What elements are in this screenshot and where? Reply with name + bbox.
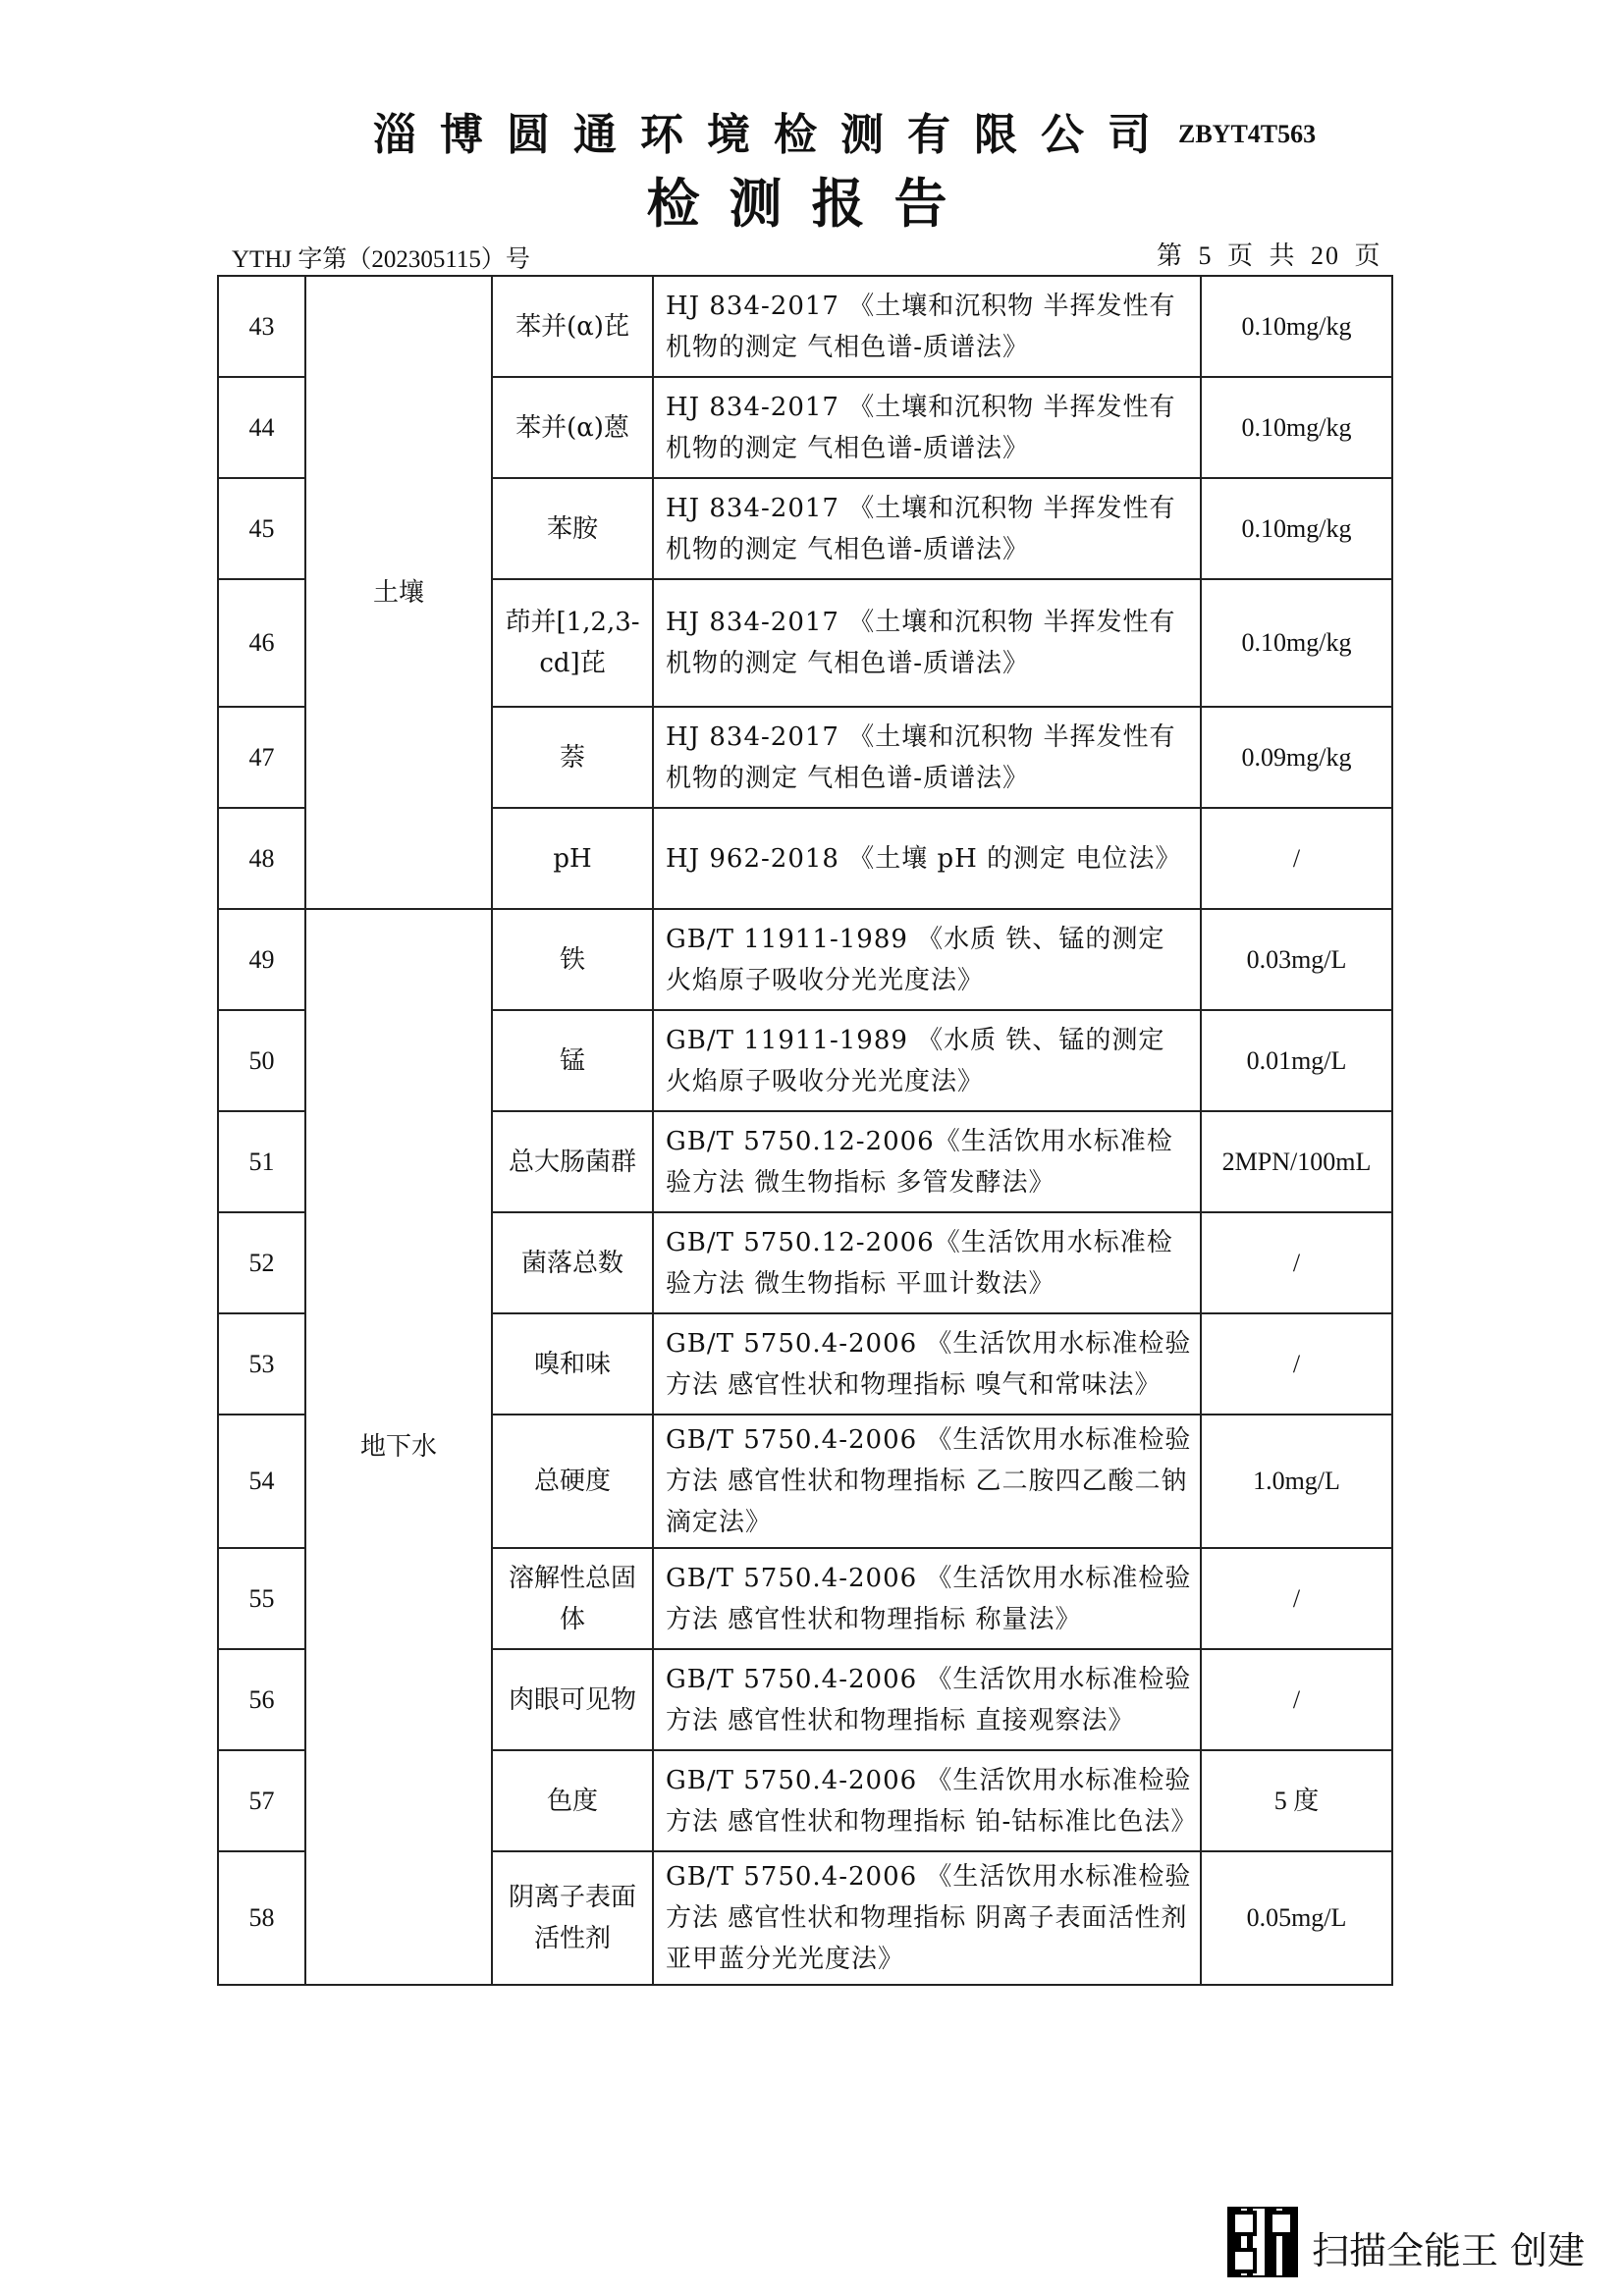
detection-limit: / — [1201, 1313, 1392, 1415]
group-groundwater: 地下水 — [305, 909, 492, 1985]
item-name: 苯并(α)蒽 — [492, 377, 653, 478]
detection-limit: / — [1201, 1548, 1392, 1649]
row-number: 56 — [218, 1649, 305, 1750]
test-standard: GB/T 11911-1989 《水质 铁、锰的测定 火焰原子吸收分光光度法》 — [653, 909, 1201, 1010]
company-name: 淄博圆通环境检测有限公司 — [373, 110, 1174, 160]
scanner-watermark-text: 扫描全能王 创建 — [1312, 2229, 1586, 2272]
item-name: 锰 — [492, 1010, 653, 1111]
test-standard: GB/T 5750.4-2006 《生活饮用水标准检验方法 感官性状和物理指标 铂-钴标准比色法》 — [653, 1750, 1201, 1851]
scanner-watermark — [1227, 2207, 1600, 2277]
row-number: 43 — [218, 276, 305, 377]
group-soil: 土壤 — [305, 276, 492, 909]
detection-limit: 0.01mg/L — [1201, 1010, 1392, 1111]
item-name: 苯胺 — [492, 478, 653, 579]
table-row — [218, 276, 1392, 377]
row-number: 58 — [218, 1851, 305, 1985]
test-standard: GB/T 5750.4-2006 《生活饮用水标准检验方法 感官性状和物理指标 直接观察法》 — [653, 1649, 1201, 1750]
detection-limit: / — [1201, 808, 1392, 909]
row-number: 45 — [218, 478, 305, 579]
row-number: 51 — [218, 1111, 305, 1212]
detection-limit: 5 度 — [1201, 1750, 1392, 1851]
test-standard: GB/T 5750.12-2006《生活饮用水标准检验方法 微生物指标 多管发酵法》 — [653, 1111, 1201, 1212]
row-number: 48 — [218, 808, 305, 909]
test-standard: HJ 834-2017 《土壤和沉积物 半挥发性有机物的测定 气相色谱-质谱法》 — [653, 478, 1201, 579]
item-name: pH — [492, 808, 653, 909]
detection-limit: 0.10mg/kg — [1201, 478, 1392, 579]
item-name: 总大肠菌群 — [492, 1111, 653, 1212]
item-name: 苯并(α)芘 — [492, 276, 653, 377]
row-number: 49 — [218, 909, 305, 1010]
detection-limit: / — [1201, 1212, 1392, 1313]
detection-limit: 0.05mg/L — [1201, 1851, 1392, 1985]
test-standard: HJ 834-2017 《土壤和沉积物 半挥发性有机物的测定 气相色谱-质谱法》 — [653, 377, 1201, 478]
row-number: 46 — [218, 579, 305, 707]
row-number: 47 — [218, 707, 305, 808]
item-name: 色度 — [492, 1750, 653, 1851]
row-number: 54 — [218, 1415, 305, 1548]
detection-limit: 0.10mg/kg — [1201, 377, 1392, 478]
test-standard: HJ 834-2017 《土壤和沉积物 半挥发性有机物的测定 气相色谱-质谱法》 — [653, 707, 1201, 808]
row-number: 53 — [218, 1313, 305, 1415]
test-standard: HJ 962-2018 《土壤 pH 的测定 电位法》 — [653, 808, 1201, 909]
row-number: 44 — [218, 377, 305, 478]
item-name: 铁 — [492, 909, 653, 1010]
row-number: 50 — [218, 1010, 305, 1111]
detection-limit: 2MPN/100mL — [1201, 1111, 1392, 1212]
report-reference: YTHJ 字第（202305115）号 — [232, 246, 530, 273]
item-name: 嗅和味 — [492, 1313, 653, 1415]
item-name: 菌落总数 — [492, 1212, 653, 1313]
test-standard: GB/T 5750.4-2006 《生活饮用水标准检验方法 感官性状和物理指标 阴离子表面活性剂亚甲蓝分光光度法》 — [653, 1851, 1201, 1985]
item-name: 溶解性总固体 — [492, 1548, 653, 1649]
test-standard: GB/T 5750.4-2006 《生活饮用水标准检验方法 感官性状和物理指标 嗅气和常味法》 — [653, 1313, 1201, 1415]
test-standard: HJ 834-2017 《土壤和沉积物 半挥发性有机物的测定 气相色谱-质谱法》 — [653, 276, 1201, 377]
qr-code-icon — [1227, 2207, 1298, 2277]
detection-limit: 0.10mg/kg — [1201, 579, 1392, 707]
row-number: 52 — [218, 1212, 305, 1313]
test-standard: GB/T 5750.4-2006 《生活饮用水标准检验方法 感官性状和物理指标 称量法》 — [653, 1548, 1201, 1649]
test-standard: GB/T 5750.4-2006 《生活饮用水标准检验方法 感官性状和物理指标 乙二胺四乙酸二钠滴定法》 — [653, 1415, 1201, 1548]
detection-limit: 0.10mg/kg — [1201, 276, 1392, 377]
test-standard: GB/T 11911-1989 《水质 铁、锰的测定 火焰原子吸收分光光度法》 — [653, 1010, 1201, 1111]
row-number: 57 — [218, 1750, 305, 1851]
page-info: 第 5 页 共 20 页 — [1157, 241, 1382, 270]
row-number: 55 — [218, 1548, 305, 1649]
test-standard: GB/T 5750.12-2006《生活饮用水标准检验方法 微生物指标 平皿计数法》 — [653, 1212, 1201, 1313]
document-code: ZBYT4T563 — [1178, 120, 1317, 148]
test-items-table — [217, 275, 1393, 1986]
item-name: 总硬度 — [492, 1415, 653, 1548]
detection-limit: / — [1201, 1649, 1392, 1750]
item-name: 茚并[1,2,3-cd]芘 — [492, 579, 653, 707]
test-standard: HJ 834-2017 《土壤和沉积物 半挥发性有机物的测定 气相色谱-质谱法》 — [653, 579, 1201, 707]
detection-limit: 0.09mg/kg — [1201, 707, 1392, 808]
page-title: 检测报告 — [646, 172, 977, 235]
table-row — [218, 909, 1392, 1010]
item-name: 肉眼可见物 — [492, 1649, 653, 1750]
detection-limit: 0.03mg/L — [1201, 909, 1392, 1010]
detection-limit: 1.0mg/L — [1201, 1415, 1392, 1548]
item-name: 萘 — [492, 707, 653, 808]
item-name: 阴离子表面活性剂 — [492, 1851, 653, 1985]
